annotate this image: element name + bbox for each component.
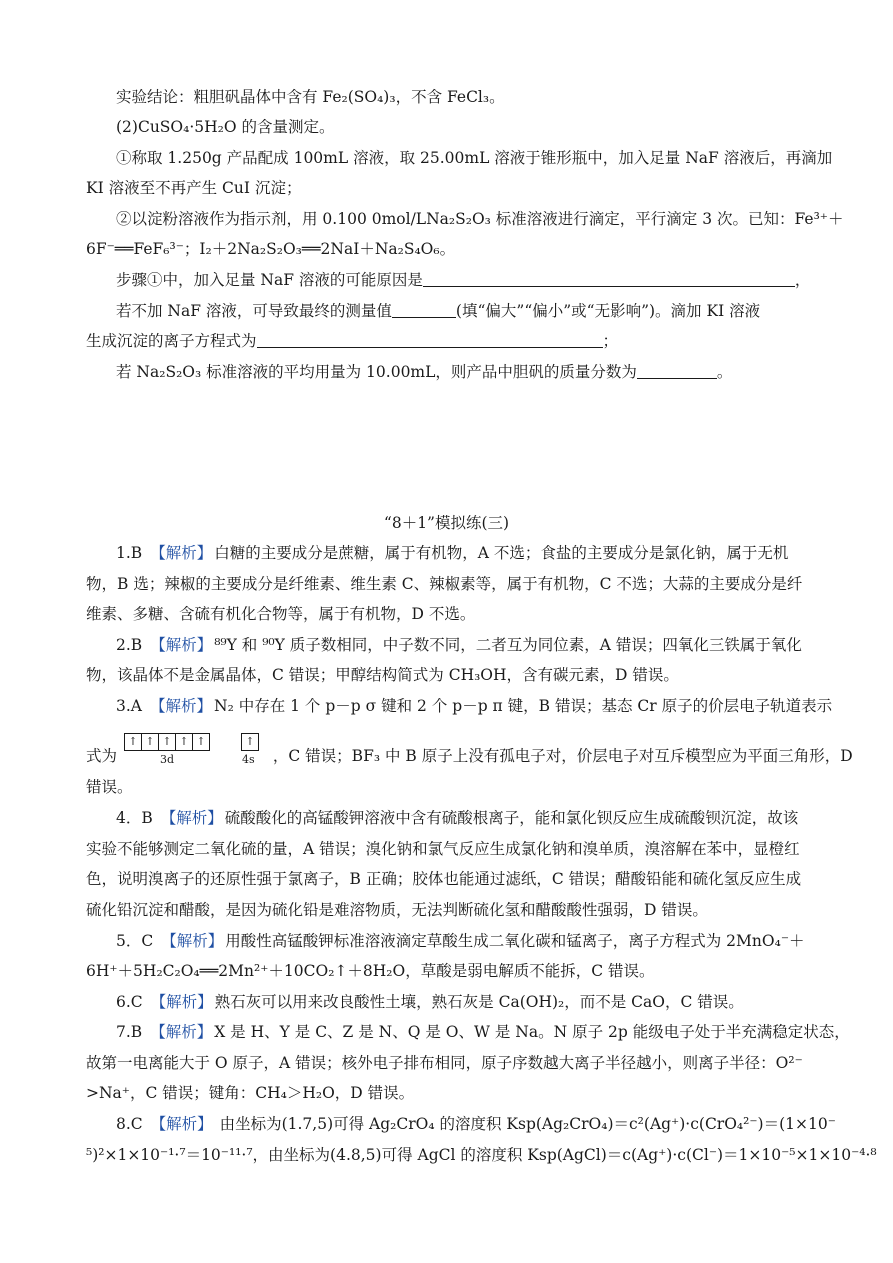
question1-line (116, 269, 811, 291)
step1-line2: KI 溶液至不再产生 CuI 沉淀； (86, 179, 302, 197)
analysis-tag: 【解析】 (150, 1023, 213, 1041)
answer-number: 4．B (116, 809, 153, 827)
answer-text: 白糖的主要成分是蔗糖，属于有机物，A 不选；食盐的主要成分是氯化钠，属于无机 (214, 544, 789, 562)
orbital-label-4s: 4s (241, 753, 255, 766)
answer-number: 2.B (116, 636, 143, 654)
orbital-box: ↑ (158, 733, 176, 751)
answer-blank-3[interactable] (257, 332, 603, 348)
answer-number: 1.B (116, 544, 143, 562)
analysis-tag: 【解析】 (150, 1115, 213, 1133)
answer-7-line-2: 故第一电离能大于 O 原子，A 错误；核外电子排布相同，原子序数越大离子半径越小，则离子半径：O²⁻ (86, 1054, 803, 1072)
analysis-tag: 【解析】 (149, 697, 212, 715)
orbital-diagram (124, 729, 258, 766)
orbital-label-3d: 3d (159, 753, 174, 766)
answer-1-line-1 (116, 542, 808, 564)
answer-4-line-1 (116, 807, 808, 829)
answer-4-line-4: 硫化铅沉淀和醋酸，是因为硫化铅是难溶物质，无法判断硫化氢和醋酸酸性强弱，D 错误。 (86, 901, 708, 919)
answer-1-line-3: 维素、多糖、含硫有机化合物等，属于有机物，D 不选。 (86, 605, 476, 623)
answer-2-line-2: 物，该晶体不是金属晶体，C 错误；甲醇结构简式为 CH₃OH，含有碳元素，D 错误。 (86, 666, 679, 684)
answer-blank-1[interactable] (423, 271, 795, 287)
answer-text: 式为 (86, 747, 118, 765)
answer-text: 熟石灰可以用来改良酸性土壤，熟石灰是 Ca(OH)₂，而不是 CaO，C 错误。 (214, 993, 744, 1011)
answer-4-line-3: 色，说明溴离子的还原性强于氯离子，B 正确；胶体也能通过滤纸，C 错误；醋酸铅能和硫化氢反应生成 (86, 870, 802, 888)
answer-text: N₂ 中存在 1 个 p－p σ 键和 2 个 p－p π 键，B 错误；基态 Cr 原子的价层电子轨道表示 (214, 697, 833, 715)
analysis-tag: 【解析】 (150, 544, 213, 562)
answer-number: 8.C (116, 1115, 143, 1133)
part2-title: (2)CuSO₄·5H₂O 的含量测定。 (116, 118, 335, 136)
question3-text: 生成沉淀的离子方程式为 (86, 332, 257, 350)
answer-text: 用酸性高锰酸钾标准溶液滴定草酸生成二氧化碳和锰离子，离子方程式为 2MnO₄⁻＋ (225, 932, 805, 950)
question4-text: 若 Na₂S₂O₃ 标准溶液的平均用量为 10.00mL，则产品中胆矾的质量分数为 (116, 363, 637, 381)
question1-text: 步骤①中，加入足量 NaF 溶液的可能原因是 (116, 271, 423, 289)
answer-text: 硫酸酸化的高锰酸钾溶液中含有硫酸根离子，能和氯化钡反应生成硫酸钡沉淀，故该 (224, 809, 799, 827)
answer-blank-4[interactable] (637, 363, 717, 379)
section-title: “8＋1”模拟练(三) (383, 514, 510, 532)
orbital-box: ↑ (175, 733, 193, 751)
question1-end: ， (794, 271, 811, 289)
answer-5-line-2: 6H⁺＋5H₂C₂O₄══2Mn²⁺＋10CO₂↑＋8H₂O，草酸是弱电解质不能拆，C 错误。 (86, 962, 655, 980)
answer-7-line-3: >Na⁺，C 错误；键角：CH₄＞H₂O，D 错误。 (86, 1084, 415, 1102)
question2-text-b: (填“偏大”“偏小”或“无影响”)。滴加 KI 溶液 (455, 302, 761, 320)
answer-8-line-2: ⁵)²×1×10⁻¹·⁷＝10⁻¹¹·⁷，由坐标为(4.8,5)可得 AgCl 的溶度积 Ksp(AgCl)＝c(Ag⁺)·c(Cl⁻)＝1×10⁻⁵×1×10⁻⁴·⁸ (86, 1146, 877, 1164)
answer-5-line-1 (116, 930, 808, 952)
answer-3-line-3: 错误。 (86, 778, 133, 796)
answer-blank-2[interactable] (392, 302, 456, 318)
answer-number: 7.B (116, 1023, 143, 1041)
question4-end: 。 (716, 363, 733, 381)
question2-text-a: 若不加 NaF 溶液，可导致最终的测量值 (116, 302, 392, 320)
step1-line1: ①称取 1.250g 产品配成 100mL 溶液，取 25.00mL 溶液于锥形瓶中，加入足量 NaF 溶液后，再滴加 (116, 149, 833, 167)
answer-number: 3.A (116, 697, 142, 715)
orbital-box: ↑ (192, 733, 210, 751)
analysis-tag: 【解析】 (160, 809, 223, 827)
answer-text: ，C 错误；BF₃ 中 B 原子上没有孤电子对，价层电子对互斥模型应为平面三角形，D (272, 747, 853, 765)
step2-line1: ②以淀粉溶液作为指示剂，用 0.100 0mol/LNa₂S₂O₃ 标准溶液进行滴定，平行滴定 3 次。已知：Fe³⁺＋ (116, 210, 844, 228)
answer-number: 6.C (116, 993, 143, 1011)
orbital-box: ↑ (124, 733, 142, 751)
conclusion-line: 实验结论：粗胆矾晶体中含有 Fe₂(SO₄)₃，不含 FeCl₃。 (116, 88, 505, 106)
question2-line (116, 300, 808, 322)
orbital-box: ↑ (141, 733, 159, 751)
question3-line (86, 330, 808, 352)
orbital-box: ↑ (241, 733, 259, 751)
answer-number: 5．C (116, 932, 154, 950)
answer-4-line-2: 实验不能够测定二氧化硫的量，A 错误；溴化钠和氯气反应生成氯化钠和溴单质，溴溶解在苯中，显橙红 (86, 840, 800, 858)
step2-line2: 6F⁻══FeF₆³⁻；I₂＋2Na₂S₂O₃══2NaI＋Na₂S₄O₆。 (86, 240, 456, 258)
answer-3-line-1 (116, 695, 833, 717)
answer-8-line-1 (116, 1113, 836, 1135)
answer-7-line-1 (116, 1021, 850, 1043)
answer-6-line-1 (116, 991, 808, 1013)
analysis-tag: 【解析】 (150, 636, 213, 654)
question3-end: ； (602, 332, 619, 350)
answer-text: ⁸⁹Y 和 ⁹⁰Y 质子数相同，中子数不同，二者互为同位素，A 错误；四氧化三铁属于氧化 (214, 636, 802, 654)
answer-3-line-2 (86, 727, 853, 767)
analysis-tag: 【解析】 (150, 993, 213, 1011)
analysis-tag: 【解析】 (161, 932, 224, 950)
answer-2-line-1 (116, 634, 808, 656)
answer-1-line-2: 物，B 选；辣椒的主要成分是纤维素、维生素 C、辣椒素等，属于有机物，C 不选；大蒜的主要成分是纤 (86, 575, 803, 593)
answer-text: X 是 H、Y 是 C、Z 是 N、Q 是 O、W 是 Na。N 原子 2p 能级电子处于半充满稳定状态， (214, 1023, 850, 1041)
question4-line (116, 361, 808, 383)
answer-text: 由坐标为(1.7,5)可得 Ag₂CrO₄ 的溶度积 Ksp(Ag₂CrO₄)＝c²(Ag⁺)·c(CrO₄²⁻)＝(1×10⁻ (214, 1115, 836, 1133)
